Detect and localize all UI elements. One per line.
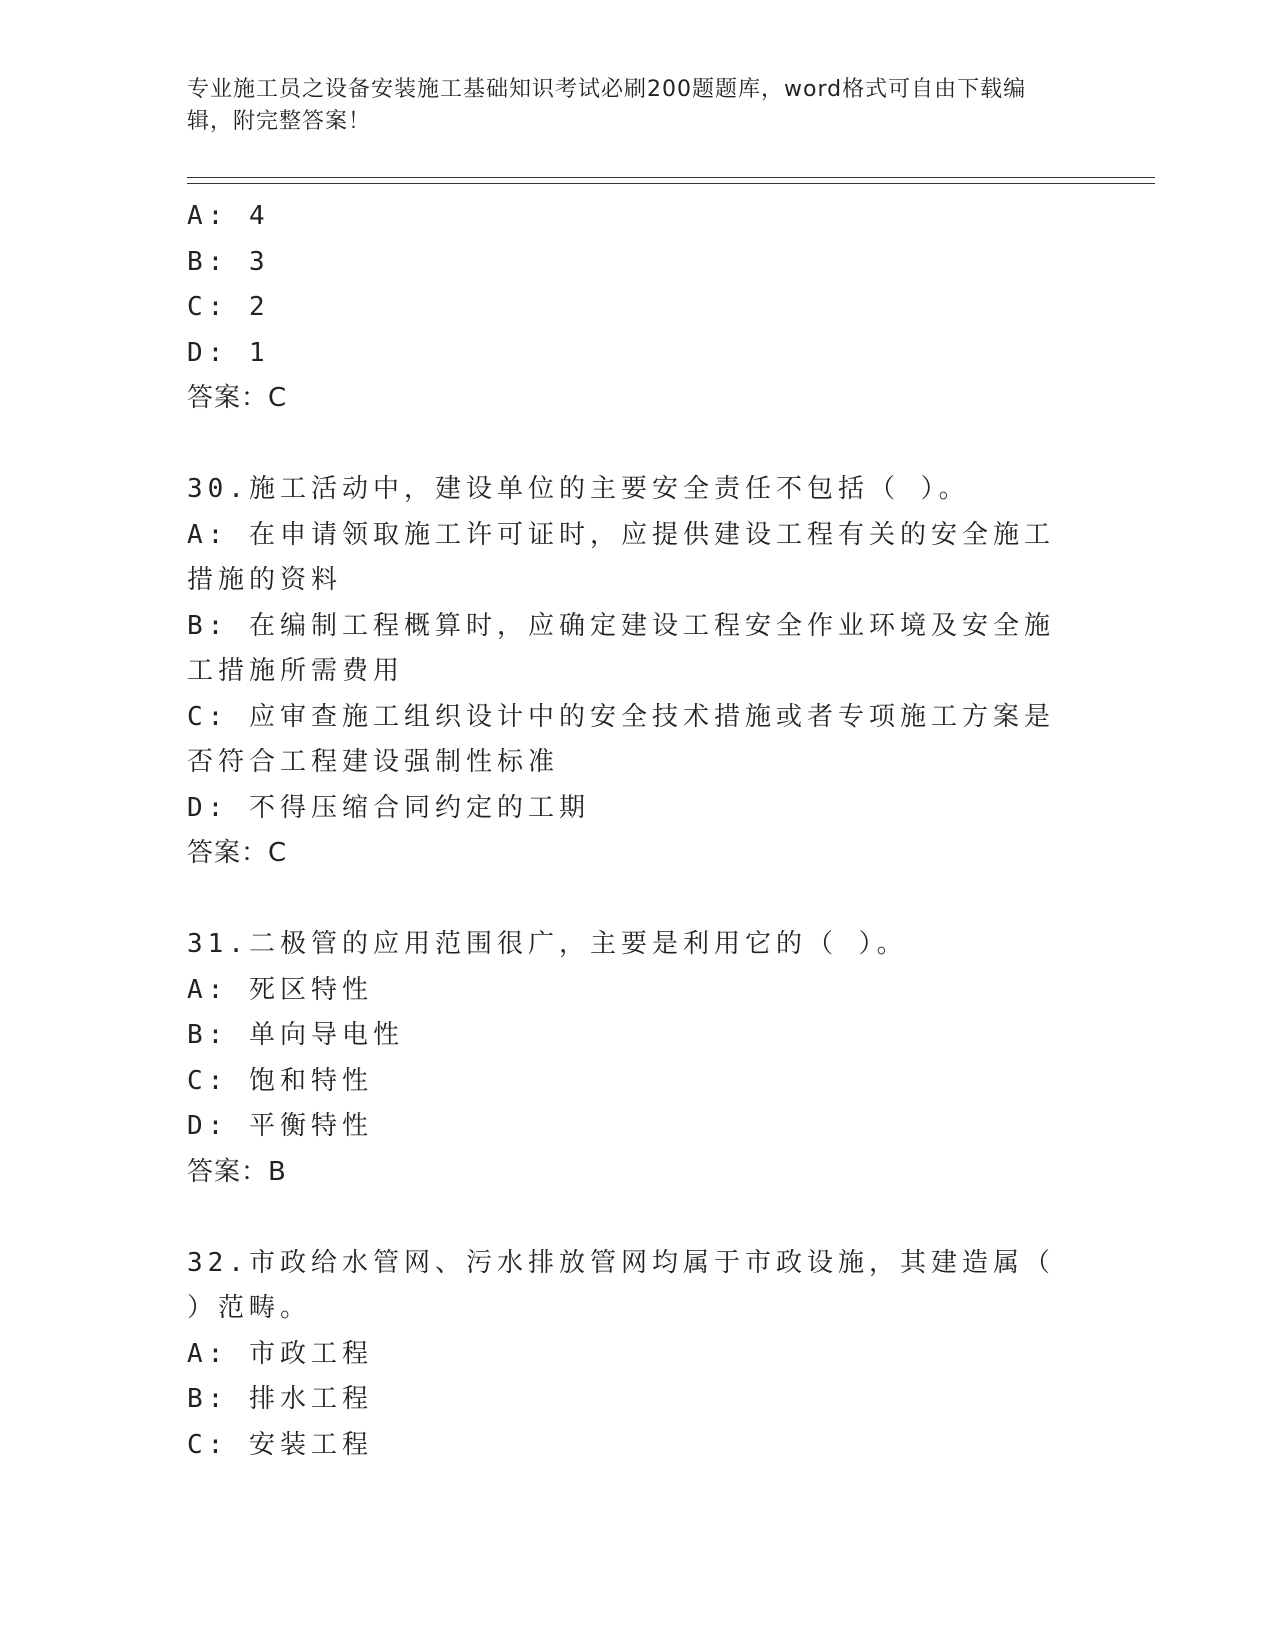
document-header-title: 专业施工员之设备安装施工基础知识考试必刷200题题库，word格式可自由下载编辑，附完整答案！ [187, 77, 1027, 134]
answer-line: 答案：B [187, 1156, 287, 1187]
option-d: D: 1 [187, 337, 270, 368]
block-spacer [187, 877, 1077, 923]
option-a: A: 4 [187, 201, 270, 231]
option-b: B: 3 [187, 246, 270, 277]
option-d: D: 平衡特性 [187, 1111, 373, 1141]
option-c: C: 2 [187, 292, 270, 322]
option-a: A: 在申请领取施工许可证时，应提供建设工程有关的安全施工措施的资料 [187, 519, 1055, 595]
answer-line: 答案：C [187, 838, 288, 868]
block-spacer [187, 422, 1077, 468]
option-b: B: 单向导电性 [187, 1020, 404, 1050]
question-text: 30.施工活动中，建设单位的主要安全责任不包括（ ）。 [187, 474, 970, 504]
answer-line: 答案：C [187, 383, 288, 413]
option-c: C: 安装工程 [187, 1429, 373, 1460]
header-divider-bottom [187, 183, 1155, 184]
option-b: B: 排水工程 [187, 1384, 373, 1414]
question-text: 31.二极管的应用范围很广，主要是利用它的（ ）。 [187, 929, 908, 959]
question-text: 32.市政给水管网、污水排放管网均属于市政设施，其建造属（ ）范畴。 [187, 1247, 1076, 1323]
option-a: A: 死区特性 [187, 974, 373, 1005]
header-divider-top [187, 177, 1155, 178]
option-b: B: 在编制工程概算时，应确定建设工程安全作业环境及安全施工措施所需费用 [187, 610, 1055, 686]
option-c: C: 应审查施工组织设计中的安全技术措施或者专项施工方案是否符合工程建设强制性标准 [187, 701, 1055, 777]
question-list [187, 194, 1077, 1468]
option-a: A: 市政工程 [187, 1338, 373, 1369]
option-c: C: 饱和特性 [187, 1065, 373, 1096]
block-spacer [187, 1195, 1077, 1241]
option-d: D: 不得压缩合同约定的工期 [187, 792, 590, 823]
